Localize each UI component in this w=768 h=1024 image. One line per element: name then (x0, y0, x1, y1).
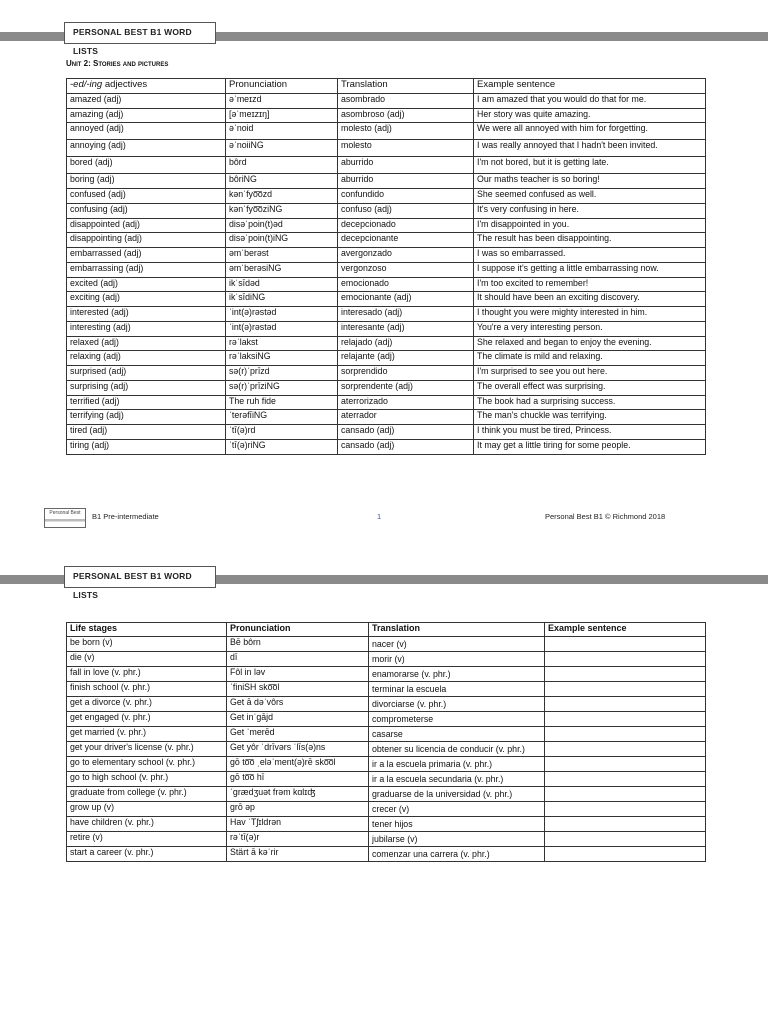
cell-word: go to elementary school (v. phr.) (67, 757, 227, 772)
cell-translation: ir a la escuela primaria (v. phr.) (369, 757, 545, 772)
cell-word: tired (adj) (67, 425, 226, 440)
cell-translation: casarse (369, 727, 545, 742)
personal-best-logo: Personal Best (44, 508, 86, 528)
header-label: PERSONAL BEST B1 WORD LISTS (64, 22, 216, 44)
cell-pronunciation: disəˈpoin(t)iNG (226, 233, 338, 248)
cell-example (545, 682, 706, 697)
cell-translation: sorprendido (338, 366, 474, 381)
cell-word: disappointing (adj) (67, 233, 226, 248)
table-row (67, 787, 706, 802)
cell-pronunciation: əˈnoiiNG (226, 140, 338, 157)
table-row (67, 157, 706, 174)
footer-level: B1 Pre-intermediate (92, 512, 159, 521)
header-bar-left (0, 32, 64, 41)
word-list-table-life-stages (66, 622, 706, 862)
cell-example: I'm surprised to see you out here. (474, 366, 706, 381)
cell-translation: decepcionante (338, 233, 474, 248)
cell-translation: obtener su licencia de conducir (v. phr.) (369, 742, 545, 757)
cell-translation: jubilarse (v) (369, 832, 545, 847)
unit-title: Unit 2: Stories and pictures (66, 59, 169, 68)
cell-word: boring (adj) (67, 174, 226, 189)
cell-word: have children (v. phr.) (67, 817, 227, 832)
cell-word: confused (adj) (67, 189, 226, 204)
cell-pronunciation: sə(r)ˈprīzd (226, 366, 338, 381)
table-row (67, 108, 706, 123)
header-label-2: PERSONAL BEST B1 WORD LISTS (64, 566, 216, 588)
cell-example (545, 667, 706, 682)
cell-translation: confuso (adj) (338, 203, 474, 218)
cell-example (545, 727, 706, 742)
cell-word: be born (v) (67, 637, 227, 652)
column-header-pronunciation: Pronunciation (227, 623, 369, 637)
cell-word: surprised (adj) (67, 366, 226, 381)
cell-word: embarrassing (adj) (67, 262, 226, 277)
table-row (67, 712, 706, 727)
cell-translation: aburrido (338, 174, 474, 189)
cell-word: get married (v. phr.) (67, 727, 227, 742)
table-row (67, 366, 706, 381)
cell-translation: enamorarse (v. phr.) (369, 667, 545, 682)
cell-translation: relajado (adj) (338, 336, 474, 351)
cell-pronunciation: bôriNG (226, 174, 338, 189)
cell-word: surprising (adj) (67, 380, 226, 395)
cell-word: relaxed (adj) (67, 336, 226, 351)
cell-translation: interesado (adj) (338, 307, 474, 322)
cell-example: You're a very interesting person. (474, 321, 706, 336)
cell-pronunciation: Fôl in ləv (227, 667, 369, 682)
table-row (67, 307, 706, 322)
cell-pronunciation: ˈint(ə)rəstəd (226, 321, 338, 336)
cell-example: It should have been an exciting discovery. (474, 292, 706, 307)
cell-word: fall in love (v. phr.) (67, 667, 227, 682)
table-row (67, 262, 706, 277)
cell-word: start a career (v. phr.) (67, 847, 227, 862)
cell-example: The climate is mild and relaxing. (474, 351, 706, 366)
table-row (67, 189, 706, 204)
table-row (67, 233, 706, 248)
cell-word: excited (adj) (67, 277, 226, 292)
footer-copyright: Personal Best B1 © Richmond 2018 (545, 512, 666, 521)
cell-word: confusing (adj) (67, 203, 226, 218)
cell-pronunciation: grō əp (227, 802, 369, 817)
cell-translation: sorprendente (adj) (338, 380, 474, 395)
table-row (67, 410, 706, 425)
column-header-pronunciation: Pronunciation (226, 79, 338, 94)
cell-translation: aburrido (338, 157, 474, 174)
table-row (67, 802, 706, 817)
cell-translation: crecer (v) (369, 802, 545, 817)
cell-example: I'm disappointed in you. (474, 218, 706, 233)
table-row (67, 439, 706, 454)
cell-translation: molesto (adj) (338, 123, 474, 140)
cell-pronunciation: Get inˈgājd (227, 712, 369, 727)
table-row (67, 174, 706, 189)
cell-translation: avergonzado (338, 248, 474, 263)
cell-word: embarrassed (adj) (67, 248, 226, 263)
table-row (67, 380, 706, 395)
cell-translation: vergonzoso (338, 262, 474, 277)
cell-pronunciation: Bē bôrn (227, 637, 369, 652)
cell-example: We were all annoyed with him for forgetting. (474, 123, 706, 140)
cell-pronunciation: rəˈlaksiNG (226, 351, 338, 366)
cell-example: She relaxed and began to enjoy the evening. (474, 336, 706, 351)
cell-pronunciation: Get ā dəˈvôrs (227, 697, 369, 712)
cell-example: The man's chuckle was terrifying. (474, 410, 706, 425)
cell-translation: cansado (adj) (338, 425, 474, 440)
header-bar-right (216, 32, 768, 41)
cell-example: I am amazed that you would do that for me. (474, 93, 706, 108)
cell-pronunciation: ˈint(ə)rəstəd (226, 307, 338, 322)
cell-translation: ir a la escuela secundaria (v. phr.) (369, 772, 545, 787)
cell-example: I was so embarrassed. (474, 248, 706, 263)
cell-translation: graduarse de la universidad (v. phr.) (369, 787, 545, 802)
cell-word: get engaged (v. phr.) (67, 712, 227, 727)
cell-translation: relajante (adj) (338, 351, 474, 366)
table-row (67, 682, 706, 697)
cell-translation: interesante (adj) (338, 321, 474, 336)
column-header-translation: Translation (338, 79, 474, 94)
cell-word: terrified (adj) (67, 395, 226, 410)
column-header-word: -ed/-ing adjectives (67, 79, 226, 94)
table-row (67, 203, 706, 218)
table-row (67, 637, 706, 652)
cell-translation: divorciarse (v. phr.) (369, 697, 545, 712)
cell-translation: aterrorizado (338, 395, 474, 410)
table-row (67, 218, 706, 233)
cell-translation: asombroso (adj) (338, 108, 474, 123)
cell-example: Her story was quite amazing. (474, 108, 706, 123)
cell-pronunciation: gō to͞o hī (227, 772, 369, 787)
cell-word: grow up (v) (67, 802, 227, 817)
cell-word: die (v) (67, 652, 227, 667)
cell-pronunciation: Get yôr ˈdrīvərs ˈlīs(ə)ns (227, 742, 369, 757)
cell-example (545, 832, 706, 847)
cell-example: The book had a surprising success. (474, 395, 706, 410)
table-row (67, 847, 706, 862)
table-row (67, 140, 706, 157)
cell-example (545, 742, 706, 757)
table-row (67, 425, 706, 440)
cell-example: I was really annoyed that I hadn't been invited. (474, 140, 706, 157)
cell-word: disappointed (adj) (67, 218, 226, 233)
table-row (67, 321, 706, 336)
cell-pronunciation: ˈtī(ə)rd (226, 425, 338, 440)
cell-translation: nacer (v) (369, 637, 545, 652)
cell-pronunciation: ˈɡrædʒuət frəm kɑlɪʤ (227, 787, 369, 802)
cell-pronunciation: rəˈlakst (226, 336, 338, 351)
cell-pronunciation: bôrd (226, 157, 338, 174)
cell-pronunciation: rəˈtī(ə)r (227, 832, 369, 847)
cell-pronunciation: əˈnoid (226, 123, 338, 140)
table-row (67, 292, 706, 307)
cell-word: go to high school (v. phr.) (67, 772, 227, 787)
cell-pronunciation: əˈmeɪzd (226, 93, 338, 108)
cell-translation: asombrado (338, 93, 474, 108)
cell-pronunciation: əmˈberəst (226, 248, 338, 263)
cell-translation: emocionante (adj) (338, 292, 474, 307)
cell-pronunciation: ˈterəfīiNG (226, 410, 338, 425)
cell-example (545, 772, 706, 787)
table-row (67, 277, 706, 292)
cell-word: get your driver's license (v. phr.) (67, 742, 227, 757)
cell-word: amazed (adj) (67, 93, 226, 108)
cell-example: The result has been disappointing. (474, 233, 706, 248)
cell-pronunciation: ˈfiniSH sko͞ol (227, 682, 369, 697)
cell-word: annoyed (adj) (67, 123, 226, 140)
cell-example: I'm too excited to remember! (474, 277, 706, 292)
cell-example (545, 712, 706, 727)
cell-pronunciation: ˈtī(ə)riNG (226, 439, 338, 454)
column-header-word: Life stages (67, 623, 227, 637)
cell-example: It's very confusing in here. (474, 203, 706, 218)
table-row (67, 336, 706, 351)
table-row (67, 652, 706, 667)
cell-word: amazing (adj) (67, 108, 226, 123)
cell-word: bored (adj) (67, 157, 226, 174)
cell-example: It may get a little tiring for some people. (474, 439, 706, 454)
cell-example: I suppose it's getting a little embarrassing now. (474, 262, 706, 277)
cell-pronunciation: Hav ˈTʃɪldrən (227, 817, 369, 832)
cell-translation: tener hijos (369, 817, 545, 832)
table-row (67, 832, 706, 847)
cell-pronunciation: ikˈsīdiNG (226, 292, 338, 307)
cell-translation: molesto (338, 140, 474, 157)
footer-page-number: 1 (377, 512, 382, 521)
table-row (67, 667, 706, 682)
cell-word: terrifying (adj) (67, 410, 226, 425)
table-row (67, 817, 706, 832)
table-row (67, 93, 706, 108)
cell-word: get a divorce (v. phr.) (67, 697, 227, 712)
cell-pronunciation: əmˈberəsiNG (226, 262, 338, 277)
column-header-example: Example sentence (545, 623, 706, 637)
cell-word: retire (v) (67, 832, 227, 847)
cell-example (545, 652, 706, 667)
cell-word: tiring (adj) (67, 439, 226, 454)
cell-pronunciation: disəˈpoin(t)əd (226, 218, 338, 233)
cell-translation: comprometerse (369, 712, 545, 727)
table-row (67, 697, 706, 712)
cell-pronunciation: Get ˈmerēd (227, 727, 369, 742)
cell-pronunciation: The ruh fide (226, 395, 338, 410)
table-row (67, 772, 706, 787)
cell-example (545, 757, 706, 772)
cell-translation: morir (v) (369, 652, 545, 667)
cell-translation: comenzar una carrera (v. phr.) (369, 847, 545, 862)
column-header-translation: Translation (369, 623, 545, 637)
cell-word: finish school (v. phr.) (67, 682, 227, 697)
table-row (67, 395, 706, 410)
cell-example (545, 637, 706, 652)
cell-example (545, 847, 706, 862)
cell-translation: decepcionado (338, 218, 474, 233)
header-bar-left-2 (0, 575, 64, 584)
cell-pronunciation: [əˈmeɪzɪŋ] (226, 108, 338, 123)
table-row (67, 248, 706, 263)
cell-translation: emocionado (338, 277, 474, 292)
cell-example: Our maths teacher is so boring! (474, 174, 706, 189)
cell-pronunciation: dī (227, 652, 369, 667)
table-row (67, 351, 706, 366)
cell-example: I'm not bored, but it is getting late. (474, 157, 706, 174)
cell-word: relaxing (adj) (67, 351, 226, 366)
cell-word: interested (adj) (67, 307, 226, 322)
cell-word: interesting (adj) (67, 321, 226, 336)
cell-example (545, 787, 706, 802)
table-row (67, 123, 706, 140)
column-header-example: Example sentence (474, 79, 706, 94)
table-row (67, 742, 706, 757)
cell-word: annoying (adj) (67, 140, 226, 157)
table-row (67, 727, 706, 742)
cell-pronunciation: gō to͞o ˌeləˈment(ə)rē sko͞ol (227, 757, 369, 772)
cell-translation: aterrador (338, 410, 474, 425)
cell-translation: cansado (adj) (338, 439, 474, 454)
cell-example (545, 697, 706, 712)
cell-example: I thought you were mighty interested in him. (474, 307, 706, 322)
cell-example (545, 802, 706, 817)
cell-pronunciation: sə(r)ˈprīziNG (226, 380, 338, 395)
cell-pronunciation: kənˈfyo͞ozd (226, 189, 338, 204)
cell-pronunciation: ikˈsīdəd (226, 277, 338, 292)
cell-example: The overall effect was surprising. (474, 380, 706, 395)
cell-translation: confundido (338, 189, 474, 204)
cell-pronunciation: Stärt ā kəˈrir (227, 847, 369, 862)
table-header-row (67, 623, 706, 637)
cell-example: She seemed confused as well. (474, 189, 706, 204)
header-bar-right-2 (216, 575, 768, 584)
table-row (67, 757, 706, 772)
cell-example: I think you must be tired, Princess. (474, 425, 706, 440)
word-list-table-adjectives (66, 78, 706, 455)
cell-word: graduate from college (v. phr.) (67, 787, 227, 802)
cell-example (545, 817, 706, 832)
cell-word: exciting (adj) (67, 292, 226, 307)
cell-translation: terminar la escuela (369, 682, 545, 697)
cell-pronunciation: kənˈfyo͞oziNG (226, 203, 338, 218)
table-header-row (67, 79, 706, 94)
